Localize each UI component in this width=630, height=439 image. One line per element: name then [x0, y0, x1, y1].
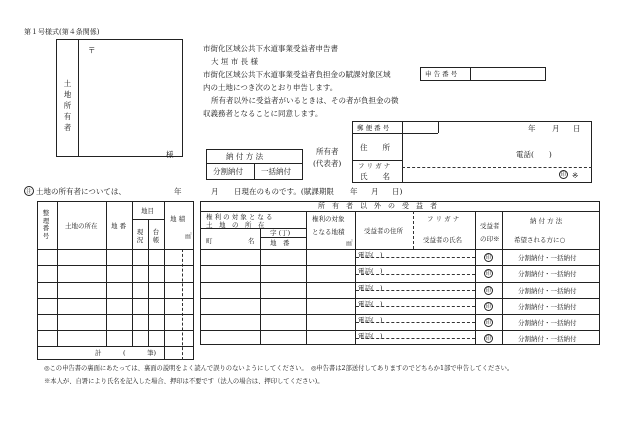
- col-address-header: 受益者の住所: [364, 227, 403, 235]
- col-seal-line2: の印※: [480, 235, 500, 243]
- row-seal: 印: [485, 255, 492, 261]
- row-seal: 印: [485, 320, 492, 326]
- footer-note-1: ◎この申告書の裏面にあたっては、裏面の説明をよく読んで誤りのないようにしてください。 ◎申告書は2部送付してありますのでどちらか1部で申告してください。: [44, 365, 514, 372]
- col-rights-line2: 土 地 の 所 在: [206, 221, 265, 229]
- row-phone[interactable]: 電話( ): [358, 332, 383, 340]
- beneficiary-table-title: 所 有 者 以 外 の 受 益 者: [318, 202, 437, 210]
- payment-installment-option[interactable]: 分割納付: [213, 167, 243, 176]
- header-line6: 収義務者となることに同意します。: [203, 109, 323, 118]
- owner-day: 日: [573, 124, 581, 133]
- col-seq-header: 整理番号: [42, 209, 50, 240]
- land-owner-box[interactable]: [56, 39, 183, 157]
- owner-phone[interactable]: 電話( ): [516, 150, 552, 159]
- col-seal-line1: 受益者: [480, 222, 500, 230]
- footer-note-2: ※本人が、自署により氏名を記入した場合、押印は不要です（法人の場合は、押印してください)。: [44, 378, 324, 385]
- row-phone[interactable]: 電話( ): [358, 316, 383, 324]
- row-payment[interactable]: 分割納付・一括納付: [518, 335, 577, 343]
- col-town-header: 町: [206, 237, 213, 245]
- note-year: 年: [174, 187, 182, 196]
- row-seal: 印: [485, 304, 492, 310]
- declaration-number-label: 申 告 番 号: [425, 70, 458, 78]
- note-day2: 日): [392, 187, 403, 196]
- col-rights-area-unit: ㎡: [346, 239, 353, 247]
- owner-month: 月: [552, 124, 560, 133]
- col-name-header: 名: [248, 237, 255, 245]
- note-mark: 注: [24, 186, 34, 196]
- land-owner-divider: [78, 39, 79, 157]
- postal-mark: 〒: [88, 46, 96, 55]
- row-phone[interactable]: 電話( ): [358, 284, 383, 292]
- owner-label: 所有者: [316, 147, 339, 156]
- total-paren-open: (: [123, 349, 126, 357]
- total-label: 計: [95, 349, 102, 357]
- col-area-unit: ㎡: [185, 232, 192, 240]
- form-id: 第１号様式(第４条関係): [24, 28, 100, 36]
- header-line1: 市街化区域公共下水道事業受益者申告書: [203, 44, 338, 53]
- total-paren-close: 筆): [147, 349, 157, 357]
- payment-method-title: 納 付 方 法: [226, 152, 264, 161]
- name-label: 氏 名: [360, 172, 390, 181]
- col-lot-header: 地 番: [111, 222, 127, 230]
- row-seal: 印: [485, 271, 492, 277]
- col-current-header: 現況: [136, 228, 144, 244]
- postal-code-label: 郵 便 番 号: [357, 124, 390, 132]
- note-month2: 月: [371, 187, 379, 196]
- note-suffix: 日現在のものです。(賦課期限: [234, 187, 334, 196]
- header-line2: 大 垣 市 長 様: [211, 57, 259, 66]
- row-seal: 印: [485, 336, 492, 342]
- col-area-header: 地 積: [170, 215, 186, 223]
- row-phone[interactable]: 電話( ): [358, 267, 383, 275]
- owner-seal-mark: 印: [560, 172, 567, 178]
- owner-year: 年: [528, 124, 536, 133]
- col-rights-area-line1: 権利の対象: [312, 215, 345, 223]
- col-rights-area-line2: となる地積: [312, 228, 345, 236]
- header-line5: 所有者以外に受益者がいるときは、その者が負担金の徴: [211, 96, 399, 105]
- col-register-header: 台帳: [152, 228, 160, 244]
- row-seal: 印: [485, 288, 492, 294]
- col-aza-header: 字 (丁): [270, 229, 291, 237]
- col-payment-line1: 納 付 方 法: [530, 217, 563, 225]
- col-furigana-header: フ リ ガ ナ: [427, 215, 460, 223]
- col-rights-lot-header: 地 番: [270, 239, 290, 247]
- payment-lump-option[interactable]: 一括納付: [261, 167, 291, 176]
- col-payment-line2: 希望される方に○: [514, 236, 566, 244]
- row-payment[interactable]: 分割納付・一括納付: [518, 319, 577, 327]
- col-rights-line1: 権 利 の 対 象 と な る: [206, 213, 273, 221]
- row-phone[interactable]: 電話( ): [358, 300, 383, 308]
- address-label: 住 所: [360, 143, 390, 152]
- sama-label: 様: [166, 150, 174, 159]
- col-location-header: 土地の所在: [65, 222, 98, 230]
- land-owner-label: 土地所有者: [63, 79, 72, 132]
- note-text: 土地の所有者については、: [36, 187, 126, 196]
- row-payment[interactable]: 分割納付・一括納付: [518, 303, 577, 311]
- header-line4: 内の土地につき次のとおり申告します。: [203, 83, 338, 92]
- header-line3: 市街化区域公共下水道事業受益者負担金の賦課対象区域: [203, 70, 391, 79]
- note-month: 月: [211, 187, 219, 196]
- col-beneficiary-name-header: 受益者の氏名: [423, 236, 462, 244]
- row-payment[interactable]: 分割納付・一括納付: [518, 287, 577, 295]
- note-year2: 年: [350, 187, 358, 196]
- row-phone[interactable]: 電話( ): [358, 251, 383, 259]
- owner-asterisk: ※: [572, 171, 579, 180]
- col-category-header: 地目: [141, 207, 154, 215]
- furigana-label: フ リ ガ ナ: [358, 162, 391, 170]
- row-payment[interactable]: 分割納付・一括納付: [518, 270, 577, 278]
- row-payment[interactable]: 分割納付・一括納付: [518, 254, 577, 262]
- owner-sub-label: (代表者): [313, 159, 342, 168]
